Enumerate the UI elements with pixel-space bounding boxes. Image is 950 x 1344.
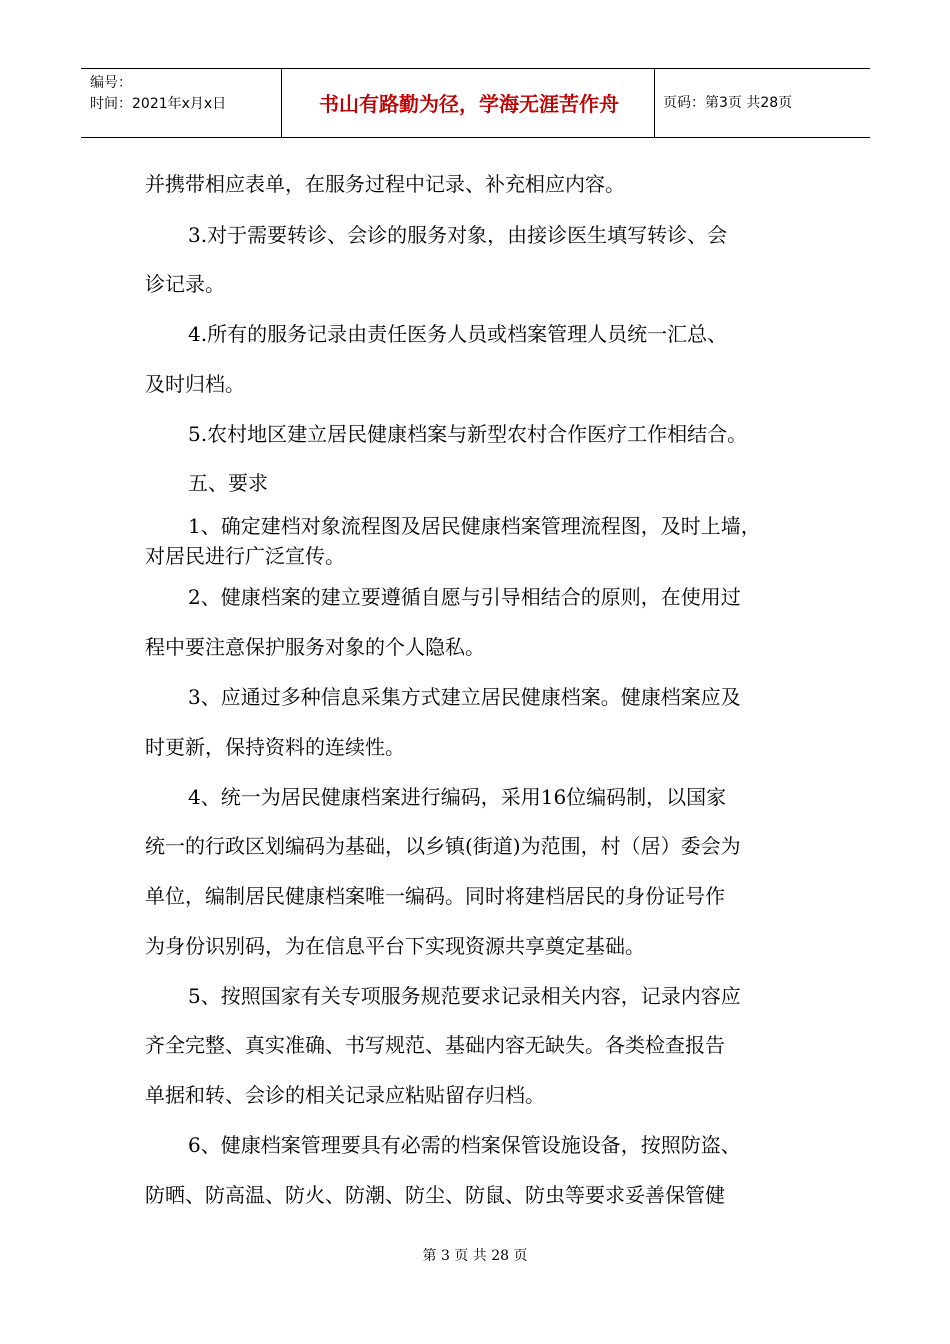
- body-line: 5、按照国家有关专项服务规范要求记录相关内容，记录内容应: [188, 984, 741, 1008]
- header-motto: 书山有路勤为径，学海无涯苦作舟: [319, 92, 619, 116]
- body-line: 及时归档。: [145, 372, 245, 396]
- document-header: [81, 68, 870, 138]
- body-line: 4.所有的服务记录由责任医务人员或档案管理人员统一汇总、: [188, 322, 728, 346]
- header-divider: [281, 69, 282, 137]
- body-line: 并携带相应表单，在服务过程中记录、补充相应内容。: [145, 172, 625, 196]
- section-heading: 五、要求: [188, 471, 268, 495]
- header-divider: [654, 69, 655, 137]
- body-line: 时更新，保持资料的连续性。: [145, 735, 405, 759]
- body-line: 单据和转、会诊的相关记录应粘贴留存归档。: [145, 1083, 545, 1107]
- body-line: 1、确定建档对象流程图及居民健康档案管理流程图，及时上墙，: [188, 514, 761, 538]
- body-line: 齐全完整、真实准确、书写规范、基础内容无缺失。各类检查报告: [145, 1033, 725, 1057]
- body-line: 6、健康档案管理要具有必需的档案保管设施设备，按照防盗、: [188, 1133, 741, 1157]
- body-line: 为身份识别码，为在信息平台下实现资源共享奠定基础。: [145, 934, 645, 958]
- body-line: 统一的行政区划编码为基础，以乡镇(街道)为范围，村（居）委会为: [145, 834, 741, 858]
- body-line: 4、统一为居民健康档案进行编码，采用16位编码制，以国家: [188, 785, 727, 809]
- header-meta: [90, 73, 226, 115]
- body-line: 单位，编制居民健康档案唯一编码。同时将建档居民的身份证号作: [145, 884, 725, 908]
- body-line: 3.对于需要转诊、会诊的服务对象，由接诊医生填写转诊、会: [188, 223, 728, 247]
- body-line: 程中要注意保护服务对象的个人隐私。: [145, 635, 485, 659]
- body-line: 3、应通过多种信息采集方式建立居民健康档案。健康档案应及: [188, 685, 741, 709]
- document-date-label: 时间：2021年x月x日: [90, 96, 227, 112]
- header-page-info: 页码：第3页 共28页: [663, 95, 793, 111]
- page-footer: 第 3 页 共 28 页: [422, 1248, 528, 1264]
- document-number-label: 编号：: [90, 75, 132, 91]
- body-line: 5.农村地区建立居民健康档案与新型农村合作医疗工作相结合。: [188, 422, 748, 446]
- body-line: 对居民进行广泛宣传。: [145, 544, 345, 568]
- body-line: 防晒、防高温、防火、防潮、防尘、防鼠、防虫等要求妥善保管健: [145, 1183, 725, 1207]
- body-line: 诊记录。: [145, 272, 225, 296]
- body-line: 2、健康档案的建立要遵循自愿与引导相结合的原则，在使用过: [188, 585, 741, 609]
